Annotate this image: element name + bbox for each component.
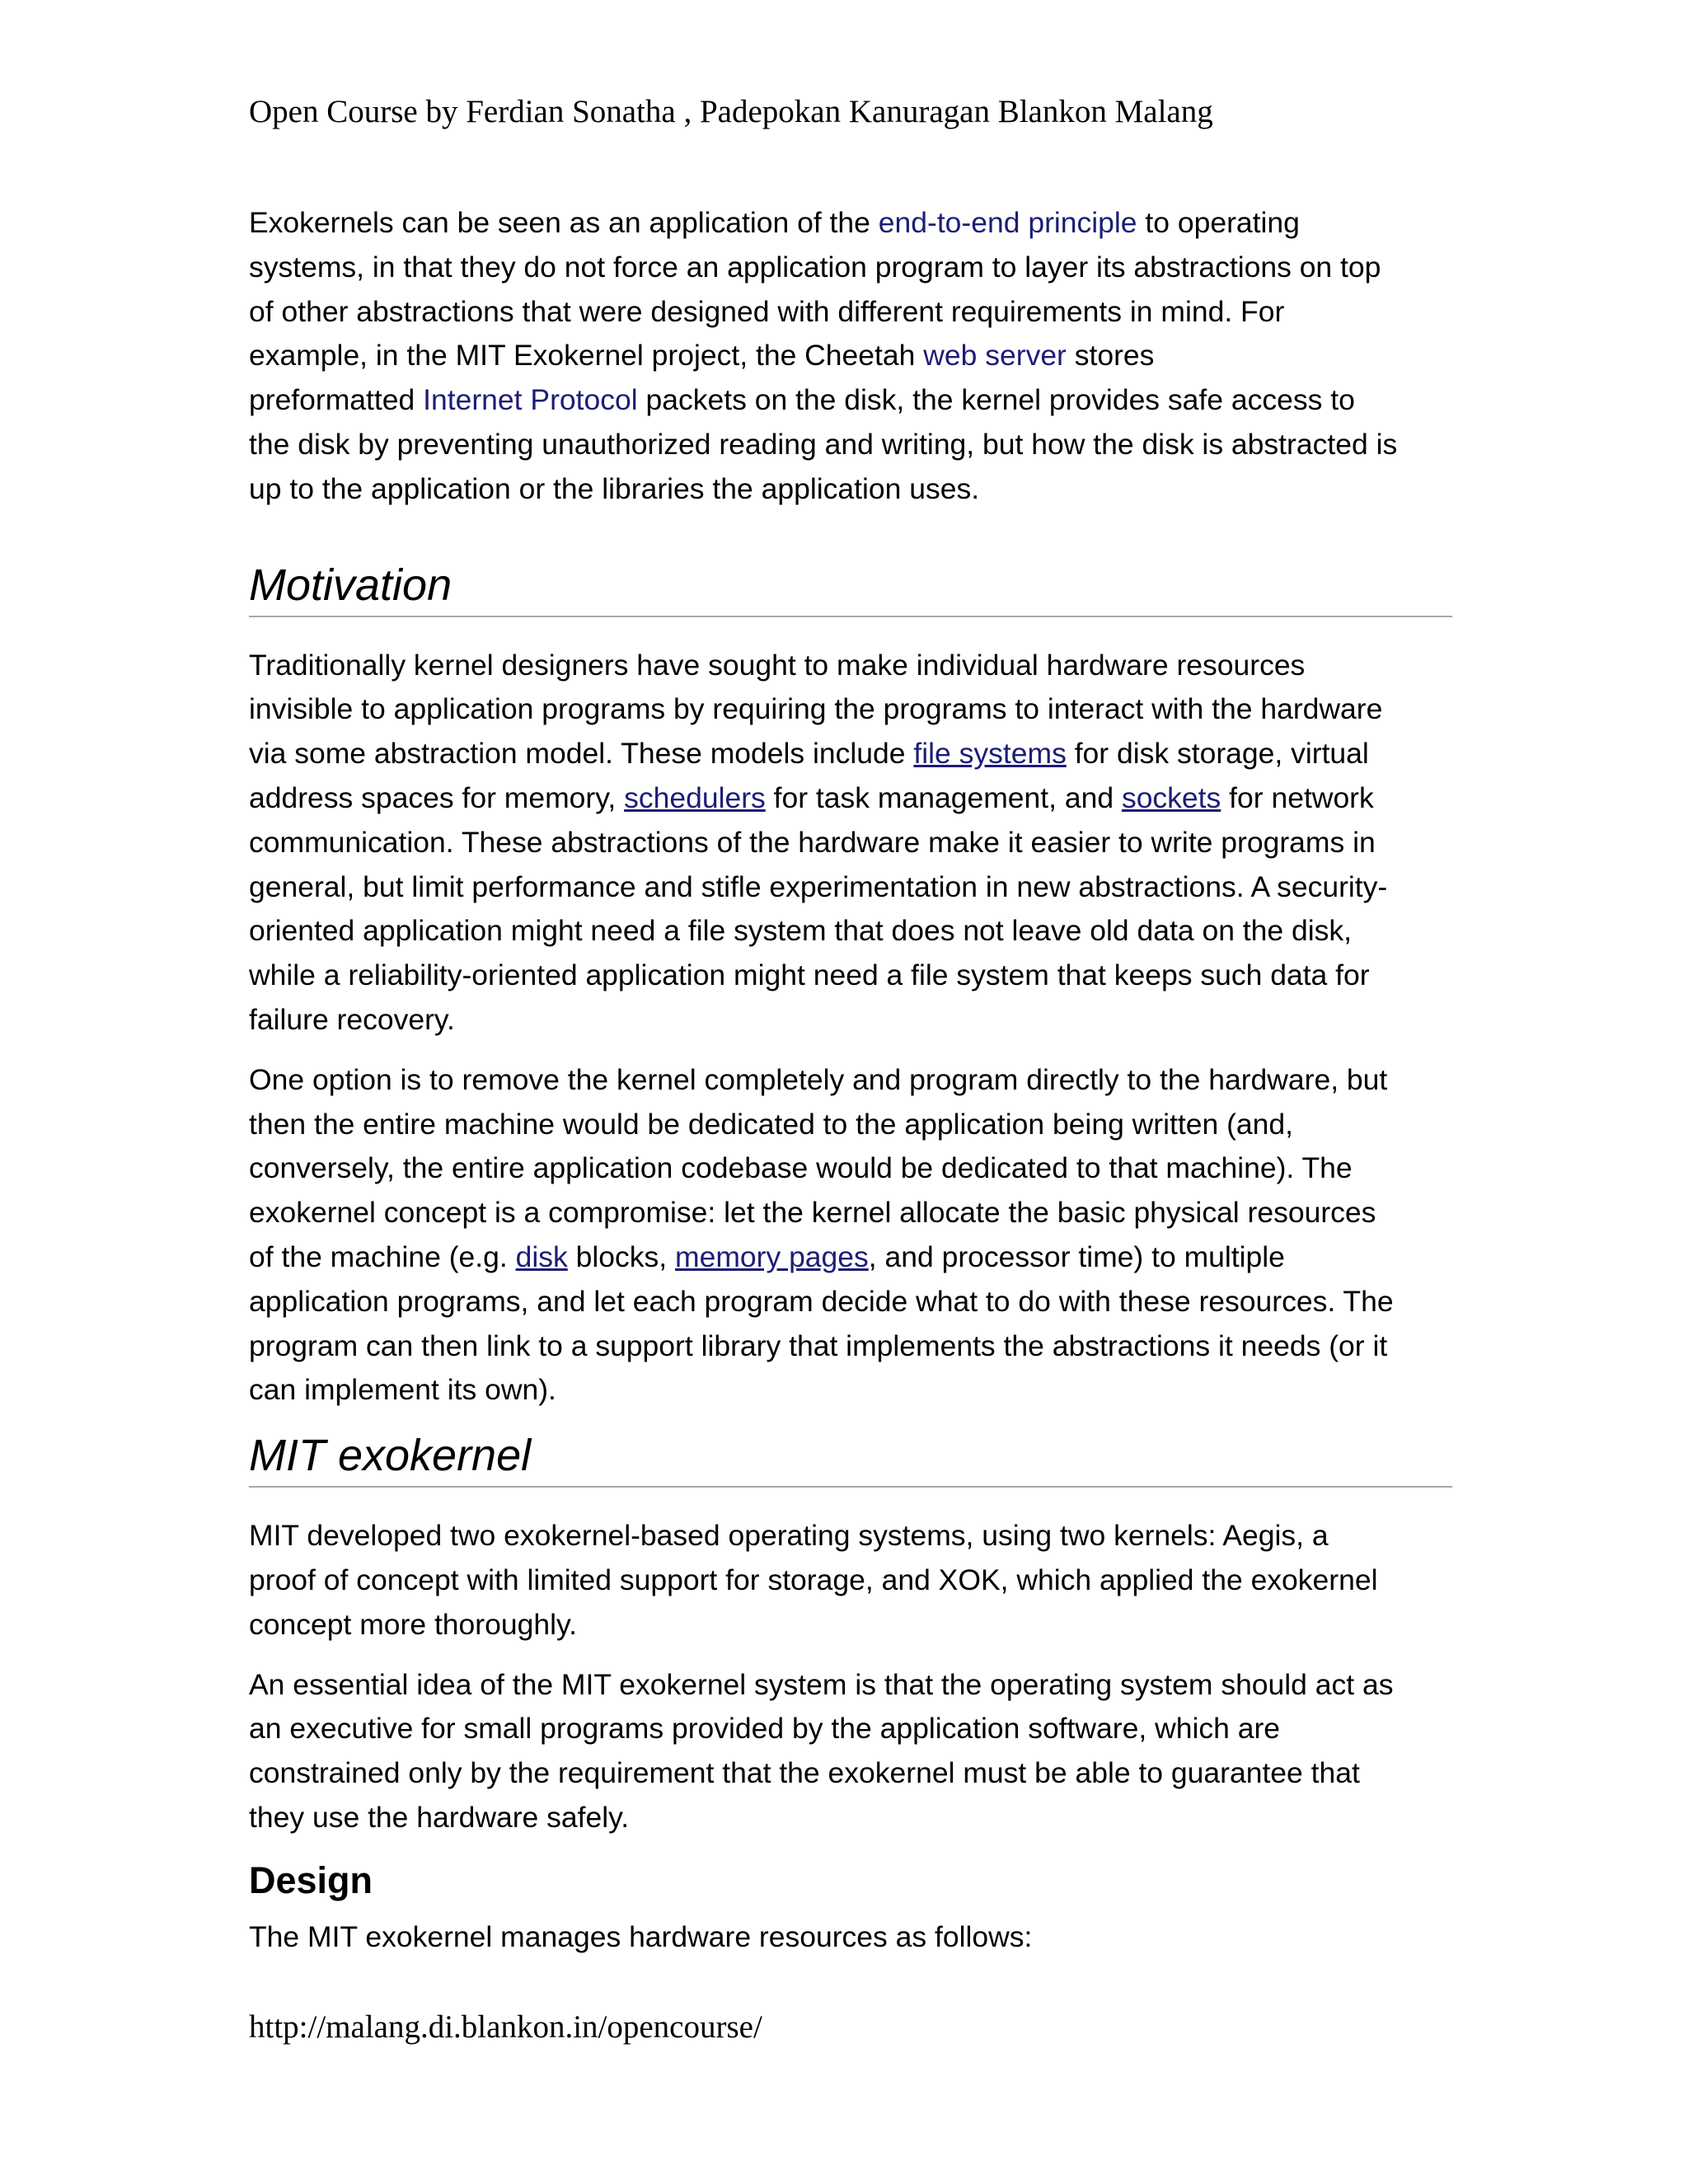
sockets-link[interactable]: sockets — [1121, 780, 1221, 814]
mit-paragraph-1: MIT developed two exokernel-based operating systems, using two kernels: Aegis, a proof of concept with limited support for storage, and XOK, which applied the exokernel concept more thoroughly. — [249, 1519, 1378, 1641]
article-body — [249, 201, 1452, 1975]
design-heading: Design — [249, 1858, 373, 1901]
page-header: Open Course by Ferdian Sonatha , Padepokan Kanuragan Blankon Malang — [249, 94, 1213, 129]
intro-line-2: systems, in that they do not force an application program to layer its abstractions on top — [249, 250, 1381, 284]
intro-line-6: the disk by preventing unauthorized reading and writing, but how the disk is abstracted is — [249, 427, 1398, 461]
memory-pages-link[interactable]: memory pages — [675, 1240, 869, 1273]
disk-link[interactable]: disk — [515, 1240, 568, 1273]
mit-paragraph-2: An essential idea of the MIT exokernel system is that the operating system should act as an executive for small programs provided by the application software, which are constrained only by the requirement that the exokernel must be able to guarantee that they use the hardware safely. — [249, 1667, 1394, 1834]
motivation-heading: Motivation — [249, 558, 1452, 617]
file-systems-link[interactable]: file systems — [913, 737, 1067, 771]
schedulers-link[interactable]: schedulers — [624, 780, 766, 814]
page-footer-url: http://malang.di.blankon.in/opencourse/ — [249, 2009, 762, 2045]
intro-line-3: of other abstractions that were designed with different requirements in mind. For — [249, 294, 1285, 328]
motivation-paragraph-1: Traditionally kernel designers have sought to make individual hardware resources invisible to application programs by requiring the programs to interact with the hardware via some abstraction model. These models include file systems for disk storage, virtual address spaces for memory, schedulers for task management, and sockets for network communication. These abstractions of the hardware make it easier to write programs in general, but limit performance and stifle experimentation in new abstractions. A security- oriented application might need a file system that does not leave old data on the disk, while a reliability-oriented application might need a file system that keeps such data for failure recovery. — [249, 648, 1388, 1036]
end-to-end-principle-link[interactable]: end-to-end principle — [878, 206, 1137, 239]
intro-line-4: example, in the MIT Exokernel project, the Cheetah web server stores — [249, 339, 1155, 373]
internet-protocol-link[interactable]: Internet Protocol — [423, 383, 638, 417]
motivation-paragraph-2: One option is to remove the kernel completely and program directly to the hardware, but then the entire machine would be dedicated to the application being written (and, conversely, the entire application codebase would be dedicated to that machine). The exokernel concept is a compromise: let the kernel allocate the basic physical resources of the machine (e.g. disk blocks, memory pages, and processor time) to multiple application programs, and let each program decide what to do with these resources. The program can then link to a support library that implements the abstractions it needs (or it can implement its own). — [249, 1062, 1394, 1407]
intro-line-5: preformatted Internet Protocol packets on the disk, the kernel provides safe access to — [249, 383, 1355, 417]
intro-line-7: up to the application or the libraries the application uses. — [249, 471, 980, 505]
intro-paragraph — [249, 201, 1452, 512]
web-server-link[interactable]: web server — [923, 339, 1067, 373]
intro-line-1: Exokernels can be seen as an application of the end-to-end principle to operating — [249, 206, 1300, 239]
design-paragraph: The MIT exokernel manages hardware resources as follows: — [249, 1919, 1033, 1953]
mit-exokernel-heading: MIT exokernel — [249, 1428, 1452, 1488]
